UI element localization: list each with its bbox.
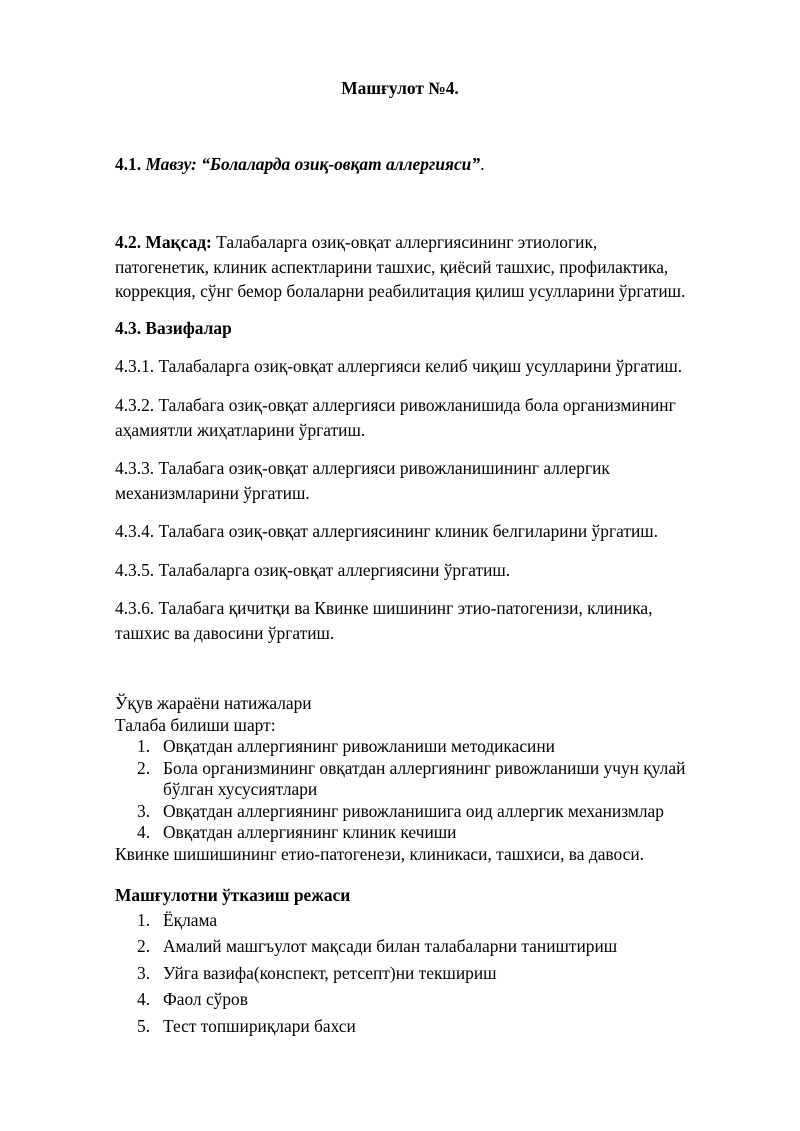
task-line: аҳамиятли жиҳатларини ўргатиш. [115,419,366,440]
list-text: бўлган хусусиятлари [163,779,318,799]
goal-line-1 [115,230,755,255]
outcomes-heading: Ўқув жараёни натижалари [115,693,312,713]
plan-section [115,883,755,1039]
goal-text-1: Талабаларга озиқ-овқат аллергиясининг этиологик, [211,232,598,252]
outcomes-closing: Квинке шишишининг етио-патогенези, клиникаси, ташхиси, ва давоси. [115,843,645,864]
list-text: Овқатдан аллергиянинг ривожланиши методикасини [163,736,555,756]
goal-line-2: патогенетик, клиник аспектларини ташхис, қиёсий ташхис, профилактика, [115,256,669,277]
plan-list [115,907,755,1039]
task-item [115,596,755,645]
list-number: 1. [137,736,151,756]
list-text: Овқатдан аллергиянинг ривожланишига оид аллергик механизмлар [163,800,664,821]
list-number: 1. [137,910,151,930]
plan-heading: Машғулотни ўтказиш режаси [115,885,351,905]
topic-label: Мавзу: “Болаларда озиқ-овқат аллергияси” [145,154,481,174]
list-text: Тест топшириқлари бахси [163,1015,356,1036]
task-item [115,456,755,505]
task-line: механизмларини ўргатиш. [115,482,310,503]
topic-suffix: . [480,154,485,174]
list-number: 2. [137,936,151,957]
task-line: ташхис ва давосини ўргатиш. [115,622,335,643]
list-number: 4. [137,989,151,1010]
list-text: Амалий машгъулот мақсади билан талабаларни таништириш [163,936,618,957]
list-item [115,736,755,758]
list-item [115,801,755,823]
list-text: Бола организмининг овқатдан аллергиянинг ривожланиши учун қулай [163,757,686,778]
list-text: Фаол сўров [163,989,248,1010]
page-title: Машғулот №4. [341,78,459,98]
list-item [115,1013,755,1039]
list-number: 5. [137,1015,151,1036]
task-line: 4.3.2. Талабага озиқ-овқат аллергияси ривожланишида бола организмининг [115,395,676,415]
task-line: 4.3.4. Талабага озиқ-овқат аллергиясининг клиник белгиларини ўргатиш. [115,521,658,541]
outcomes-list [115,736,755,844]
list-number: 3. [137,962,151,983]
tasks-heading: 4.3. Вазифалар [115,318,232,338]
task-item [115,558,755,583]
topic-number: 4.1. [115,154,142,174]
goal-line-3: коррекция, сўнг бемор болаларни реабилитация қилиш усулларини ўргатиш. [115,281,686,302]
outcomes-intro: Талаба билиши шарт: [115,714,276,735]
list-number: 4. [137,822,151,842]
list-text: Уйга вазифа(конспект, ретсепт)ни текшириш [163,962,497,983]
list-text: Овқатдан аллергиянинг клиник кечиши [163,822,457,842]
task-item [115,393,755,442]
list-item [115,758,755,801]
goal-label: 4.2. Мақсад: [115,232,212,252]
list-text: Ёқлама [163,910,218,930]
task-item [115,519,755,544]
list-item [115,986,755,1012]
task-line: 4.3.3. Талабага озиқ-овқат аллергияси ривожланишининг аллергик [115,458,610,478]
topic-line [115,152,755,177]
list-item [115,822,755,844]
task-line: 4.3.1. Талабаларга озиқ-овқат аллергияси келиб чиқиш усулларини ўргатиш. [115,356,683,376]
list-number: 3. [137,800,151,821]
list-number: 2. [137,757,151,778]
task-item [115,354,755,379]
task-line: 4.3.5. Талабаларга озиқ-овқат аллергиясини ўргатиш. [115,560,511,580]
task-line: 4.3.6. Талабага қичитқи ва Квинке шишининг этио-патогенизи, клиника, [115,598,653,618]
list-item [115,960,755,986]
goal-paragraph [115,230,755,304]
list-item [115,933,755,959]
list-item [115,907,755,933]
outcomes-section [115,693,755,865]
